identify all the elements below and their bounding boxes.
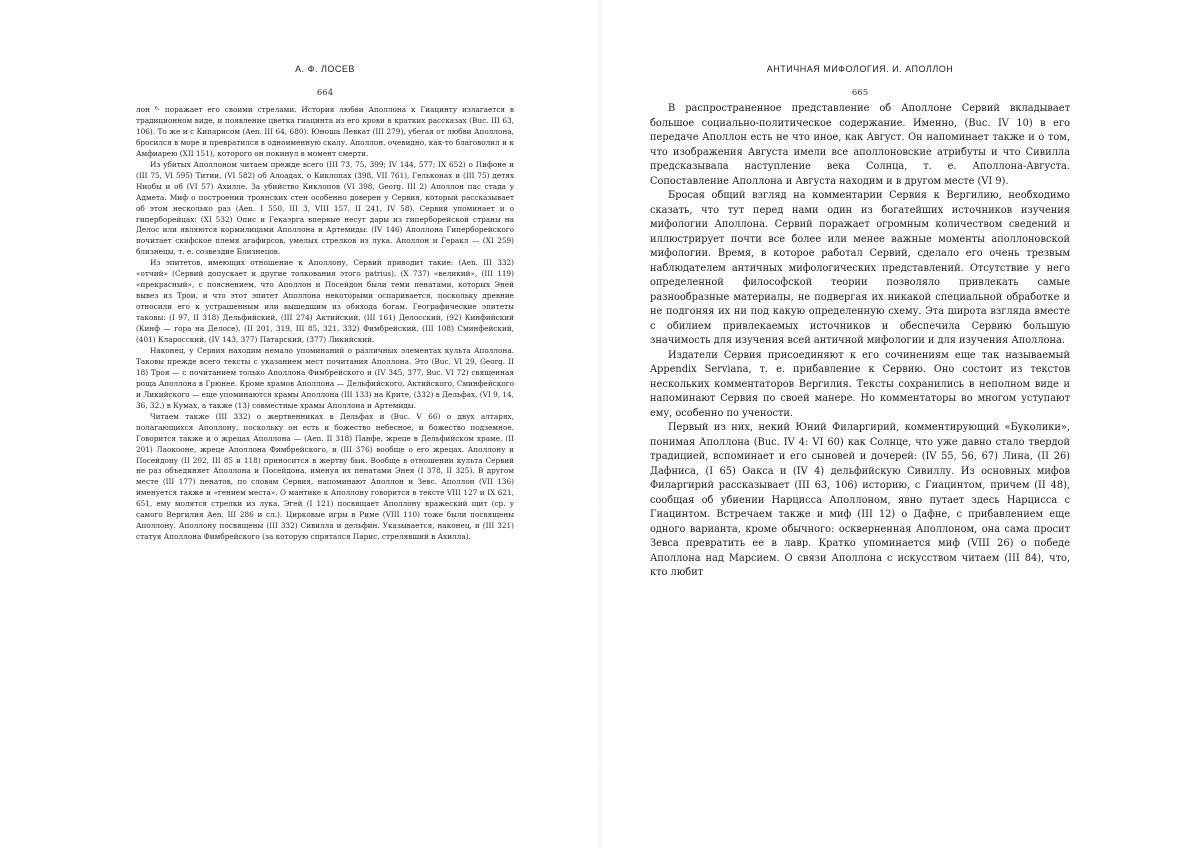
right-paragraph-2: Бросая общий взгляд на комментарии Сервия к Вергилию, необходимо сказать, что тут перед нами один из богатейших источников изучения мифологии Аполлона. Сервий поражает огромным количеством сведений и иллюстрирует почти все более или менее важные моменты аполлоновской мифологии. Время, в которое работал Сервий, сделало его очень трезвым наблюдателем античных мифологических представлений. Отсутствие у него определенной философской теории позволяло привлекать самые разнообразные материалы, не подвергая их никакой специальной обработке и не подгоняя их ни под какую определенную схему. Эта широта взгляда вместе с обилием привлекаемых источников и обеспечила Сервию большую значимость для изучения всей античной мифологии и для изучения Аполлона. <box>650 190 1070 346</box>
left-paragraph-2: Из убитых Аполлоном читаем прежде всего (III 73, 75, 399; IV 144, 577; IX 652) о Пифоне и (III 75, VI 595) Титии, (VI 582) об Алоадах, о Киклопах (398, VII 761), Гельконах и (III 75) детях Ниобы и об (VI 57) Ахилле. За убийство Киклопов (VI 398, Georg. III 2) Аполлон пас стада у Адмета. Миф о построении троянских стен особенно доверен у Сервия, который рассказывает об этом несколько раз (Aen. I 550, III 3, VIII 157, II 241, IV 58). Сервий упоминает и о гиперборейцах: (XI 532) Опис и Гекаэрга впервые несут дары из гиперборейской страны на Делос или являются кормилицами Аполлона и Артемиды: (IV 146) Аполлона Гиперборейского почитает скифское племя агафирсов, умелых стрелков из лука. Аполлон и Геракл — (XI 259) близнецы, т. е. созвездие Близнецов. <box>136 159 514 257</box>
left-paragraph-3: Из эпитетов, имеющих отношение к Аполлону, Сервий приводит такие: (Aen. III 332) «отчий» (Сервий допускает и другие толкования этого patrius), (X 737) «великий», (III 119) «прекрасный», с пояснением, что Аполлон и Посейдон были теми пенатами, которых Эней вывез из Трои, и что этот эпитет Аполлона некоторыми оспаривается, поскольку древние относили его к устрашенным или вышедшим из обихода богам. Географические эпитеты таковы: (I 97, II 318) Дельфийский, (III 274) Актийский, (III 161) Делосский, (92) Кинфийский (Кинф — гора на Делосе), (II 201, 319, III 85, 321, 332) Фимбрейский, (III 108) Сминфейский, (401) Кларосский, (IV 143, 377) Патарский, (377) Ликийский. <box>136 258 514 345</box>
left-running-head: А. Ф. ЛОСЕВ <box>295 64 355 74</box>
left-page-number: 664 <box>316 88 334 98</box>
left-paragraph-5: Читаем также (III 332) о жертвенниках в Дельфах и (Buc. V 66) о двух алтарях, полагающихся Аполлону, поскольку он есть и божество небесное, и божество подземное. Говорится также и о жрецах Аполлона — (Aen. II 318) Панфе, жреце в Дельфийском храме, (II 201) Лаокооне, жреце Аполлона Фимбрейского, и (III 376) вообще о его жрецах. Аполлону и Посейдону (II 202, III 85 и 118) приносится в жертву бык. Вообще в отношении культа Сервий не раз объединяет Аполлона и Посейдона, именуя их пенатами Энея (I 378, II 325). В другом месте (III 177) пенатов, по словам Сервия, напоминают Аполлон и Зевс. Аполлон (VII 136) именуется также и «гением места». О мантике к Аполлону говорится в тексте VIII 127 и IX 621, 651, ему молятся стрелки из лука. Эгей (I 121) посвящает Аполлону вражеский щит (ср. у самого Вергилия Aen. III 286 и сл.). Цирковые игры в Риме (VIII 110) тоже были посвящены Аполлону. Аполлону посвящены (III 332) Сивилла и дельфин. Указывается, наконец, и (III 321) статуя Аполлона Фимбрейского (за которую спрятался Парис, стрелявший в Ахилла). <box>136 411 514 542</box>
right-page-number: 665 <box>851 88 869 98</box>
right-paragraph-1: В распространенное представление об Аполлоне Сервий вкладывает большое социально-политическое содержание. Именно, (Buc. IV 10) в его передаче Аполлон есть не что иное, как Август. Он напоминает также и о том, что изображения Августа имели все аполлоновские атрибуты и что Сивилла предсказывала наступление века Солнца, т. е. Аполлона-Августа. Сопоставление Аполлона и Августа находим и в другом месте (VI 9). <box>650 103 1070 187</box>
left-page-body <box>136 105 514 543</box>
right-page <box>600 0 1200 848</box>
right-paragraph-4: Первый из них, некий Юний Филаргирий, комментирующий «Буколики», понимая Аполлона (Buc. IV 4: VI 60) как Солнце, что уже давно стало твердой традицией, вспоминает и его сыновей и дочерей: (IV 55, 56, 67) Лина, (II 26) Дафниса, (I 65) Оакса и (IV 4) дельфийскую Сивиллу. Из основных мифов Филаргирий рассказывает (III 63, 106) историю, с Гиацинтом, причем (II 48), сообщая об убиении Нарцисса Аполлоном, явно путает здесь Нарцисса с Гиацинтом. Встречаем также и миф (III 12) о Дафне, с прибавлением еще одного варианта, кроме обычного: оскверненная Аполлоном, она сама просит Зевса превратить ее в лавр. Кратко упоминается миф (VIII 26) о победе Аполлона над Марсием. О связи Аполлона с искусством читаем (III 84), что, кто любит <box>650 422 1070 578</box>
left-paragraph-4: Наконец, у Сервия находим немало упоминаний о различных элементах культа Аполлона. Таковы прежде всего тексты с указанием мест почитания Аполлона. Это (Buc. VI 29, Georg. II 18) Троя — с почитанием только Аполлона Фимбрейского и (IV 345, 377, Buc. VI 72) священная роща Аполлона в Грюнее. Кроме храмов Аполлона — Дельфийского, Актийского, Сминфейского и Ликийского — еще упоминаются храмы Аполлона (III 133) на Крите, (332) в Дельфах, (VI 9, 14, 36, 32.) в Кумах, а также (13) совместные храмы Аполлона и Артемиды. <box>136 345 514 410</box>
left-paragraph-1: лон ⁸· поражает его своими стрелами. История любви Аполлона к Гиацинту излагается в традиционном виде, и появление цветка гиацинта из его крови в кратких рассказах (Buc. III 63, 106). То же и с Кипарисом (Aen. III 64, 680). Юноша Левкат (III 279), убегая от любви Аполлона, бросился в море и превратился в одноименную скалу. Аполлон, очевидно, как-то благоволил и к Амфиарею (XII 151), которого он покинул в момент смерти. <box>136 105 514 158</box>
right-page-body <box>650 102 1070 581</box>
right-running-head: АНТИЧНАЯ МИФОЛОГИЯ. И. АПОЛЛОН <box>766 64 954 74</box>
right-paragraph-3: Издатели Сервия присоединяют к его сочинениям еще так называемый Appendix Serviana, т. е. прибавление к Сервию. Оно состоит из текстов нескольких комментаторов Вергилия. Тексты сохранились в неполном виде и напоминают Сервия по своей манере. Но комментаторы во многом уступают ему, особенно по учености. <box>650 349 1070 419</box>
